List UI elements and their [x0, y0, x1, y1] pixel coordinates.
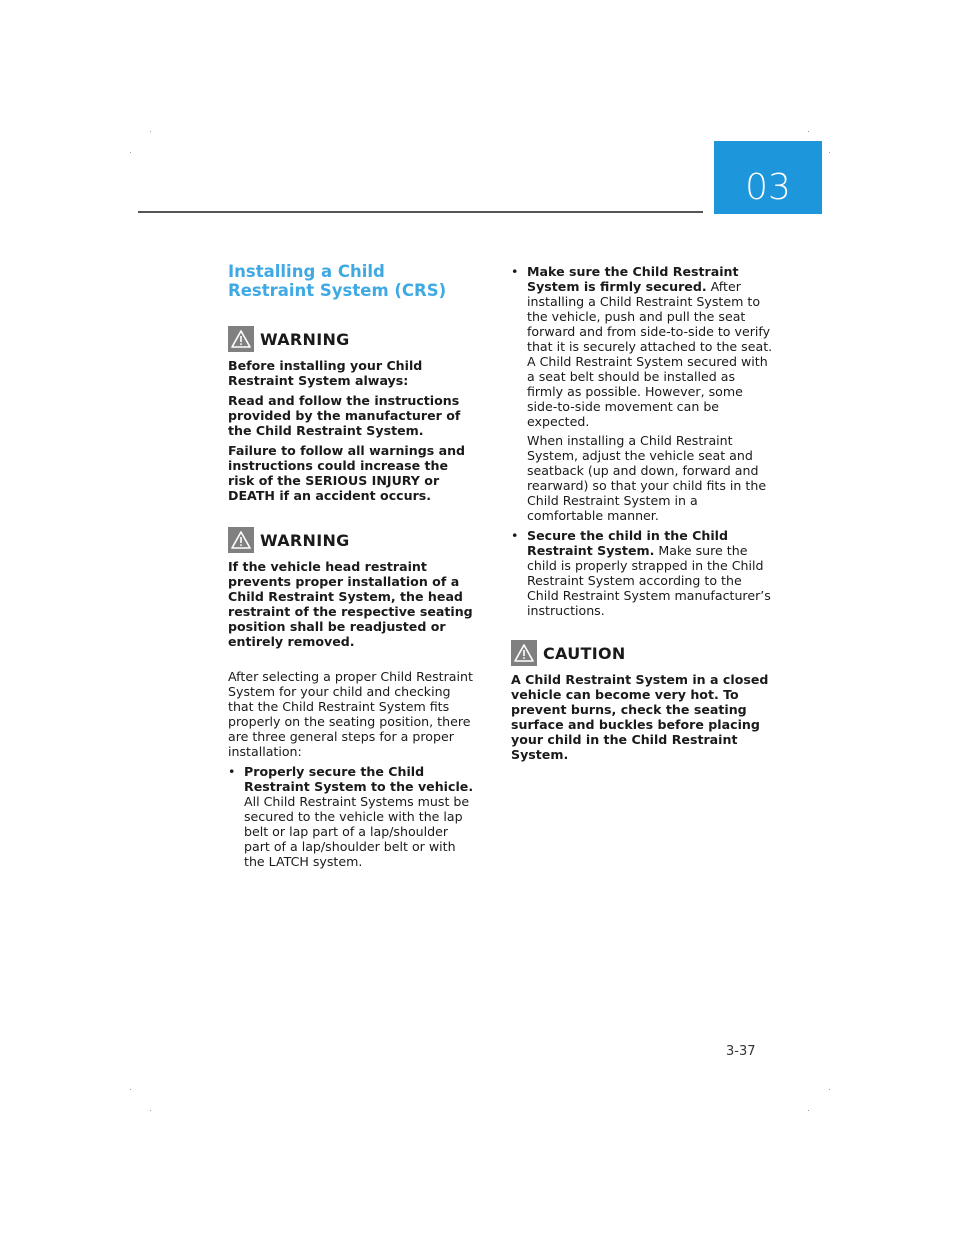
bullet-lead: Properly secure the Child Restraint System to the vehicle.	[244, 764, 474, 794]
warning-header	[228, 527, 476, 553]
bullet-marker: •	[511, 264, 519, 279]
caution-text: A Child Restraint System in a closed vehicle can become very hot. To prevent burns, check the seating surface and buckles before placing your child in the Child Restraint System.	[511, 672, 769, 762]
bullet-marker: •	[228, 764, 236, 779]
warning-text: If the vehicle head restraint prevents proper installation of a Child Restraint System, the head restraint of the respective seating position shall be readjusted or entirely removed.	[228, 559, 473, 649]
bullet-marker: •	[511, 528, 519, 543]
crop-mark	[829, 152, 830, 153]
warning-box-1	[228, 326, 476, 503]
warning-triangle-icon	[228, 527, 254, 553]
crop-mark	[150, 131, 151, 132]
bullet-text: After installing a Child Restraint System to the vehicle, push and pull the seat forward and from side-to-side to verify that it is securely attached to the seat. A Child Restraint System secured with a seat belt should be installed as firmly as possible. However, some side-to-side movement can be expected.	[527, 279, 773, 429]
section-title: Installing a Child Restraint System (CRS)	[228, 262, 447, 300]
list-item	[511, 264, 773, 429]
crop-mark	[130, 152, 131, 153]
bullet-lead: Make sure the Child Restraint System is firmly secured.	[527, 264, 739, 294]
crop-mark	[808, 131, 809, 132]
bullet-text: Make sure the child is properly strapped in the Child Restraint System according to the Child Restraint System manufacturer’s instructions.	[527, 543, 771, 618]
warning-text: Failure to follow all warnings and instructions could increase the risk of the SERIOUS INJURY or DEATH if an accident occurs.	[228, 443, 466, 503]
left-column	[228, 262, 476, 871]
warning-header	[228, 326, 476, 352]
warning-triangle-icon	[511, 640, 537, 666]
bullet-text: All Child Restraint Systems must be secured to the vehicle with the lap belt or lap part of a lap/shoulder part of a lap/shoulder belt or with the LATCH system.	[244, 794, 470, 869]
list-item	[228, 764, 476, 869]
intro-paragraph: After selecting a proper Child Restraint System for your child and checking that the Child Restraint System fits properly on the seating position, there are three general steps for a proper installation:	[228, 669, 473, 759]
warning-title: WARNING	[260, 329, 350, 349]
warning-text: Before installing your Child Restraint System always:	[228, 358, 423, 388]
caution-title: CAUTION	[543, 643, 626, 663]
chapter-tab	[714, 141, 822, 214]
crop-mark	[808, 1110, 809, 1111]
list-item	[511, 528, 773, 618]
crop-mark	[130, 1089, 131, 1090]
caution-header	[511, 640, 773, 666]
header-rule	[138, 211, 703, 213]
crop-mark	[829, 1089, 830, 1090]
crop-mark	[150, 1110, 151, 1111]
warning-box-2	[228, 527, 476, 649]
page-number: 3-37	[726, 1044, 756, 1059]
warning-text: Read and follow the instructions provided by the manufacturer of the Child Restraint System.	[228, 393, 461, 438]
bullet-extra-paragraph: When installing a Child Restraint System, adjust the vehicle seat and seatback (up and down, forward and rearward) so that your child fits in the Child Restraint System in a comfortable manner.	[527, 433, 767, 523]
bullet-lead: Secure the child in the Child Restraint System.	[527, 528, 728, 558]
chapter-number: 03	[745, 167, 791, 208]
warning-triangle-icon	[228, 326, 254, 352]
warning-title: WARNING	[260, 530, 350, 550]
caution-box	[511, 640, 773, 762]
right-column	[511, 264, 773, 767]
